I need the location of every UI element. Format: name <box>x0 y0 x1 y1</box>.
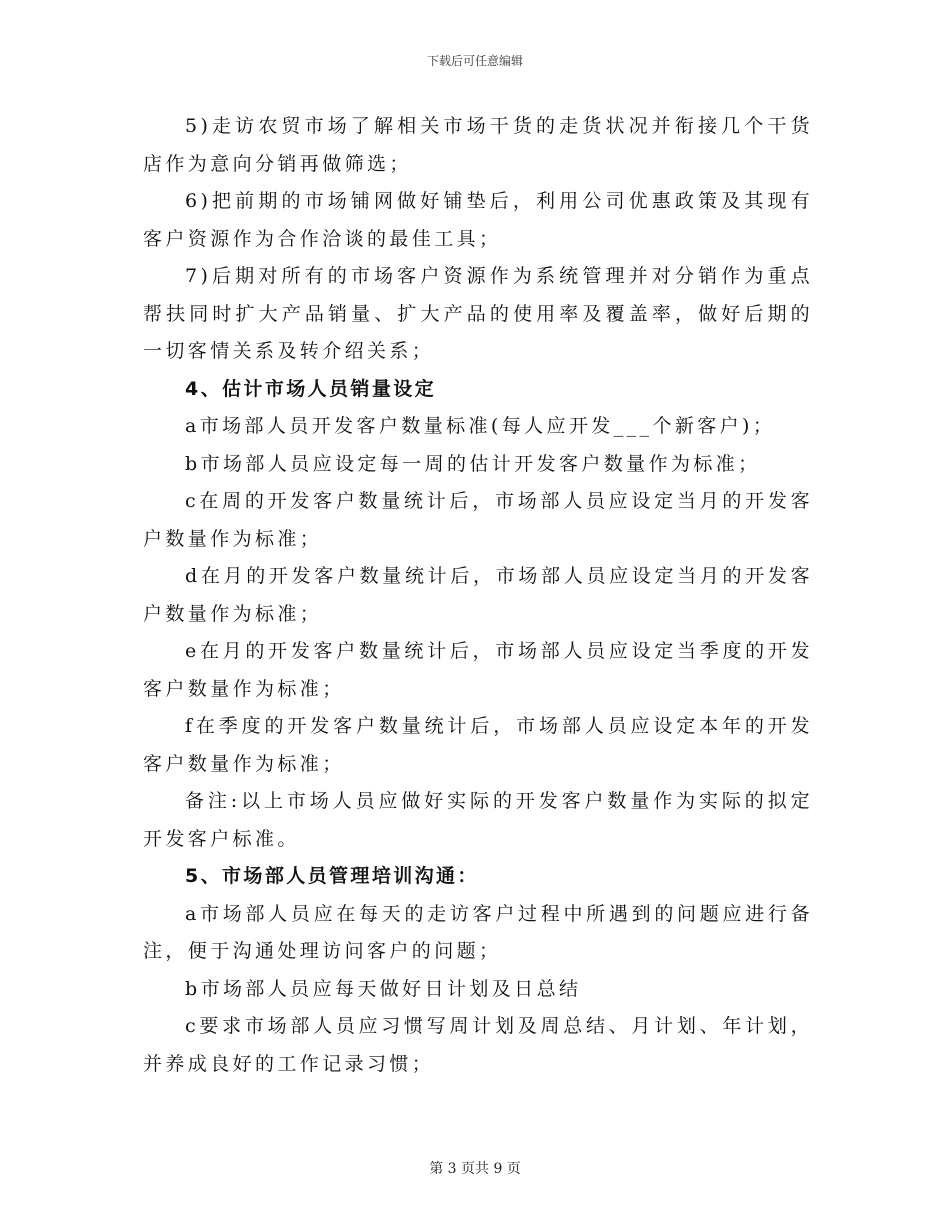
paragraph-item-a2: a市场部人员应在每天的走访客户过程中所遇到的问题应进行备注，便于沟通处理访问客户的问题； <box>143 902 813 962</box>
document-body <box>143 108 813 1083</box>
paragraph-item-f: f在季度的开发客户数量统计后，市场部人员应设定本年的开发客户数量作为标准； <box>143 715 813 775</box>
section-heading-4: 4、估计市场人员销量设定 <box>185 377 437 400</box>
paragraph-item-6: 6)把前期的市场铺网做好铺垫后，利用公司优惠政策及其现有客户资源作为合作洽谈的最佳工具； <box>143 190 813 250</box>
paragraph-item-d: d在月的开发客户数量统计后，市场部人员应设定当月的开发客户数量作为标准； <box>143 565 813 625</box>
paragraph-item-a: a市场部人员开发客户数量标准(每人应开发___个新客户)； <box>185 415 776 437</box>
paragraph-item-5: 5)走访农贸市场了解相关市场干货的走货状况并衔接几个干货店作为意向分销再做筛选； <box>143 115 813 175</box>
paragraph-item-c: c在周的开发客户数量统计后，市场部人员应设定当月的开发客户数量作为标准； <box>143 490 813 550</box>
paragraph-item-7: 7)后期对所有的市场客户资源作为系统管理并对分销作为重点帮扶同时扩大产品销量、扩大产品的使用率及覆盖率，做好后期的一切客情关系及转介绍关系； <box>143 265 813 362</box>
paragraph-item-c2: c要求市场部人员应习惯写周计划及周总结、月计划、年计划，并养成良好的工作记录习惯； <box>143 1015 813 1075</box>
paragraph-note: 备注:以上市场人员应做好实际的开发客户数量作为实际的拟定开发客户标准。 <box>143 790 813 850</box>
paragraph-item-b2: b市场部人员应每天做好日计划及日总结 <box>185 977 582 1000</box>
paragraph-item-e: e在月的开发客户数量统计后，市场部人员应设定当季度的开发客户数量作为标准； <box>143 640 813 700</box>
paragraph-item-b: b市场部人员应设定每一周的估计开发客户数量作为标准； <box>185 452 761 475</box>
section-heading-5: 5、市场部人员管理培训沟通： <box>185 865 479 887</box>
page-header: 下载后可任意编辑 <box>426 54 523 68</box>
page-number-footer: 第 3 页共 9 页 <box>429 1161 521 1177</box>
